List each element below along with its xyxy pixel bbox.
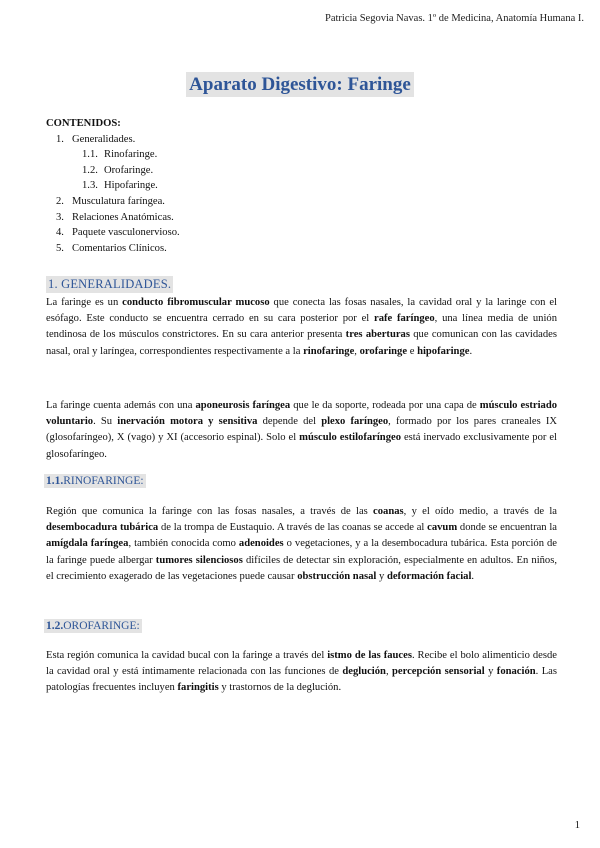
document-title-container bbox=[0, 74, 600, 96]
text-run: que le da soporte, rodeada por una capa de bbox=[290, 400, 480, 411]
text-run: , bbox=[385, 666, 392, 678]
bold-term: inervación motora y sensitiva bbox=[117, 416, 258, 428]
text-run: depende del bbox=[257, 416, 322, 428]
toc-label: Paquete vasculonervioso. bbox=[72, 227, 180, 239]
toc-number: 1.1. bbox=[82, 149, 98, 161]
text-run: . bbox=[471, 570, 475, 582]
bold-term: rinofaringe bbox=[303, 345, 355, 357]
text-run: , formado por los pares craneales IX (glosofaríngeo), X (vago) y XI (accesorio espinal). Solo el bbox=[46, 416, 558, 444]
text-run: , y el oído medio, a través de la bbox=[403, 506, 557, 517]
bold-term: percepción sensorial bbox=[392, 666, 485, 678]
toc-item bbox=[46, 210, 180, 226]
bold-term: tres aberturas bbox=[345, 329, 410, 341]
toc-label: Musculatura faríngea. bbox=[72, 195, 165, 207]
bold-term: coanas bbox=[373, 506, 404, 517]
bold-term: rafe faríngeo bbox=[374, 313, 435, 325]
paragraph-generalidades-1 bbox=[46, 295, 557, 360]
heading-label: RINOFARINGE: bbox=[63, 475, 144, 487]
text-run: que conecta las fosas nasales, la cavidad oral y la laringe con el esófago. Este conducto se encuentra cerrado en su cara posterior por el bbox=[46, 297, 557, 325]
text-run: . Recibe el bolo alimenticio desde la cavidad oral y está íntimamente relacionada con las funciones de bbox=[46, 650, 557, 678]
text-run: Región que comunica la faringe con las fosas nasales, a través de las bbox=[46, 506, 374, 517]
bold-term: músculo estriado voluntario bbox=[46, 400, 558, 428]
toc-number: 3. bbox=[56, 211, 64, 223]
bold-term: faringitis bbox=[177, 682, 219, 694]
document-title: Aparato Digestivo: Faringe bbox=[186, 72, 414, 97]
bold-term: obstrucción nasal bbox=[297, 570, 377, 582]
bold-term: cavum bbox=[427, 522, 458, 534]
text-run: Esta región comunica la cavidad bucal con la faringe a través del bbox=[46, 650, 328, 661]
text-run: La faringe es un bbox=[46, 297, 123, 308]
text-run: . bbox=[469, 345, 473, 357]
text-run: , bbox=[354, 345, 360, 357]
paragraph-orofaringe bbox=[46, 648, 557, 697]
heading-number: 1.1. bbox=[46, 475, 64, 487]
bold-term: fonación bbox=[496, 666, 536, 678]
text-run: , una línea media de unión tendinosa de los músculos constrictores. En su cara anterior presenta bbox=[46, 313, 557, 341]
page-number: 1 bbox=[574, 820, 580, 831]
toc-item bbox=[46, 132, 180, 148]
text-run: difíciles de detectar sin exploración, especialmente en adultos. En niños, el crecimiento exagerado de las vegetaciones puede causar bbox=[46, 554, 557, 582]
text-run: , también conocida como bbox=[128, 538, 239, 550]
text-run: . Las patologías frecuentes incluyen bbox=[46, 666, 558, 694]
contents-heading: CONTENIDOS: bbox=[46, 118, 121, 129]
text-run: . Su bbox=[93, 416, 118, 428]
text-run: y bbox=[484, 666, 497, 678]
toc-number: 5. bbox=[56, 242, 64, 254]
text-run: donde se encuentran la bbox=[457, 522, 558, 534]
bold-term: aponeurosis faríngea bbox=[195, 400, 291, 411]
bold-term: tumores silenciosos bbox=[155, 554, 243, 566]
toc-number: 2. bbox=[56, 195, 64, 207]
bold-term: deformación facial bbox=[386, 570, 472, 582]
toc-item bbox=[46, 163, 180, 179]
toc-item bbox=[46, 241, 180, 257]
toc-item bbox=[46, 194, 180, 210]
bold-term: hipofaringe bbox=[417, 345, 470, 357]
text-run: que comunican con las cavidades nasal, oral y laríngea, correspondientes respectivamente a la bbox=[46, 329, 557, 357]
table-of-contents bbox=[46, 116, 180, 256]
toc-number: 4. bbox=[56, 227, 64, 239]
bold-term: amígdala faríngea bbox=[46, 538, 129, 550]
bold-term: adenoides bbox=[238, 538, 284, 550]
text-run: La faringe cuenta además con una bbox=[46, 400, 196, 411]
toc-number: 1.3. bbox=[82, 180, 98, 192]
toc-label: Comentarios Clínicos. bbox=[72, 242, 167, 254]
text-run: de la trompa de Eustaquio. A través de las coanas se accede al bbox=[158, 522, 428, 534]
bold-term: istmo de las fauces bbox=[327, 650, 412, 661]
toc-number: 1.2. bbox=[82, 164, 98, 176]
toc-item bbox=[46, 147, 180, 163]
bold-term: orofaringe bbox=[359, 345, 408, 357]
text-run: y bbox=[376, 570, 387, 582]
toc-item bbox=[46, 225, 180, 241]
section-heading-generalidades: 1. GENERALIDADES. bbox=[48, 277, 172, 291]
paragraph-rinofaringe bbox=[46, 504, 557, 585]
toc-label: Rinofaringe. bbox=[104, 149, 158, 161]
section-heading-rinofaringe bbox=[44, 474, 146, 488]
toc-label: Relaciones Anatómicas. bbox=[72, 211, 174, 223]
toc-item bbox=[46, 178, 180, 194]
toc-number: 1. bbox=[56, 133, 64, 145]
heading-label: OROFARINGE: bbox=[63, 620, 140, 632]
text-run: o vegetaciones, y a la desembocadura tubárica. Esta porción de la faringe puede albergar bbox=[46, 538, 557, 566]
text-run: y trastornos de la deglución. bbox=[218, 682, 342, 694]
toc-label: Hipofaringe. bbox=[104, 180, 158, 192]
bold-term: conducto fibromuscular mucoso bbox=[122, 297, 270, 308]
paragraph-generalidades-2 bbox=[46, 398, 557, 463]
bold-term: desembocadura tubárica bbox=[46, 522, 159, 534]
bold-term: deglución bbox=[342, 666, 386, 678]
bold-term: músculo estilofaríngeo bbox=[299, 432, 401, 444]
text-run: está inervado exclusivamente por el glosofaríngeo. bbox=[46, 432, 557, 460]
text-run: e bbox=[407, 345, 418, 357]
toc-label: Orofaringe. bbox=[104, 164, 154, 176]
section-heading-orofaringe bbox=[44, 619, 142, 633]
bold-term: plexo faríngeo bbox=[321, 416, 389, 428]
toc-label: Generalidades. bbox=[72, 133, 136, 145]
heading-number: 1.2. bbox=[46, 620, 64, 632]
page-header: Patricia Segovia Navas. 1º de Medicina, Anatomía Humana I. bbox=[325, 13, 584, 24]
